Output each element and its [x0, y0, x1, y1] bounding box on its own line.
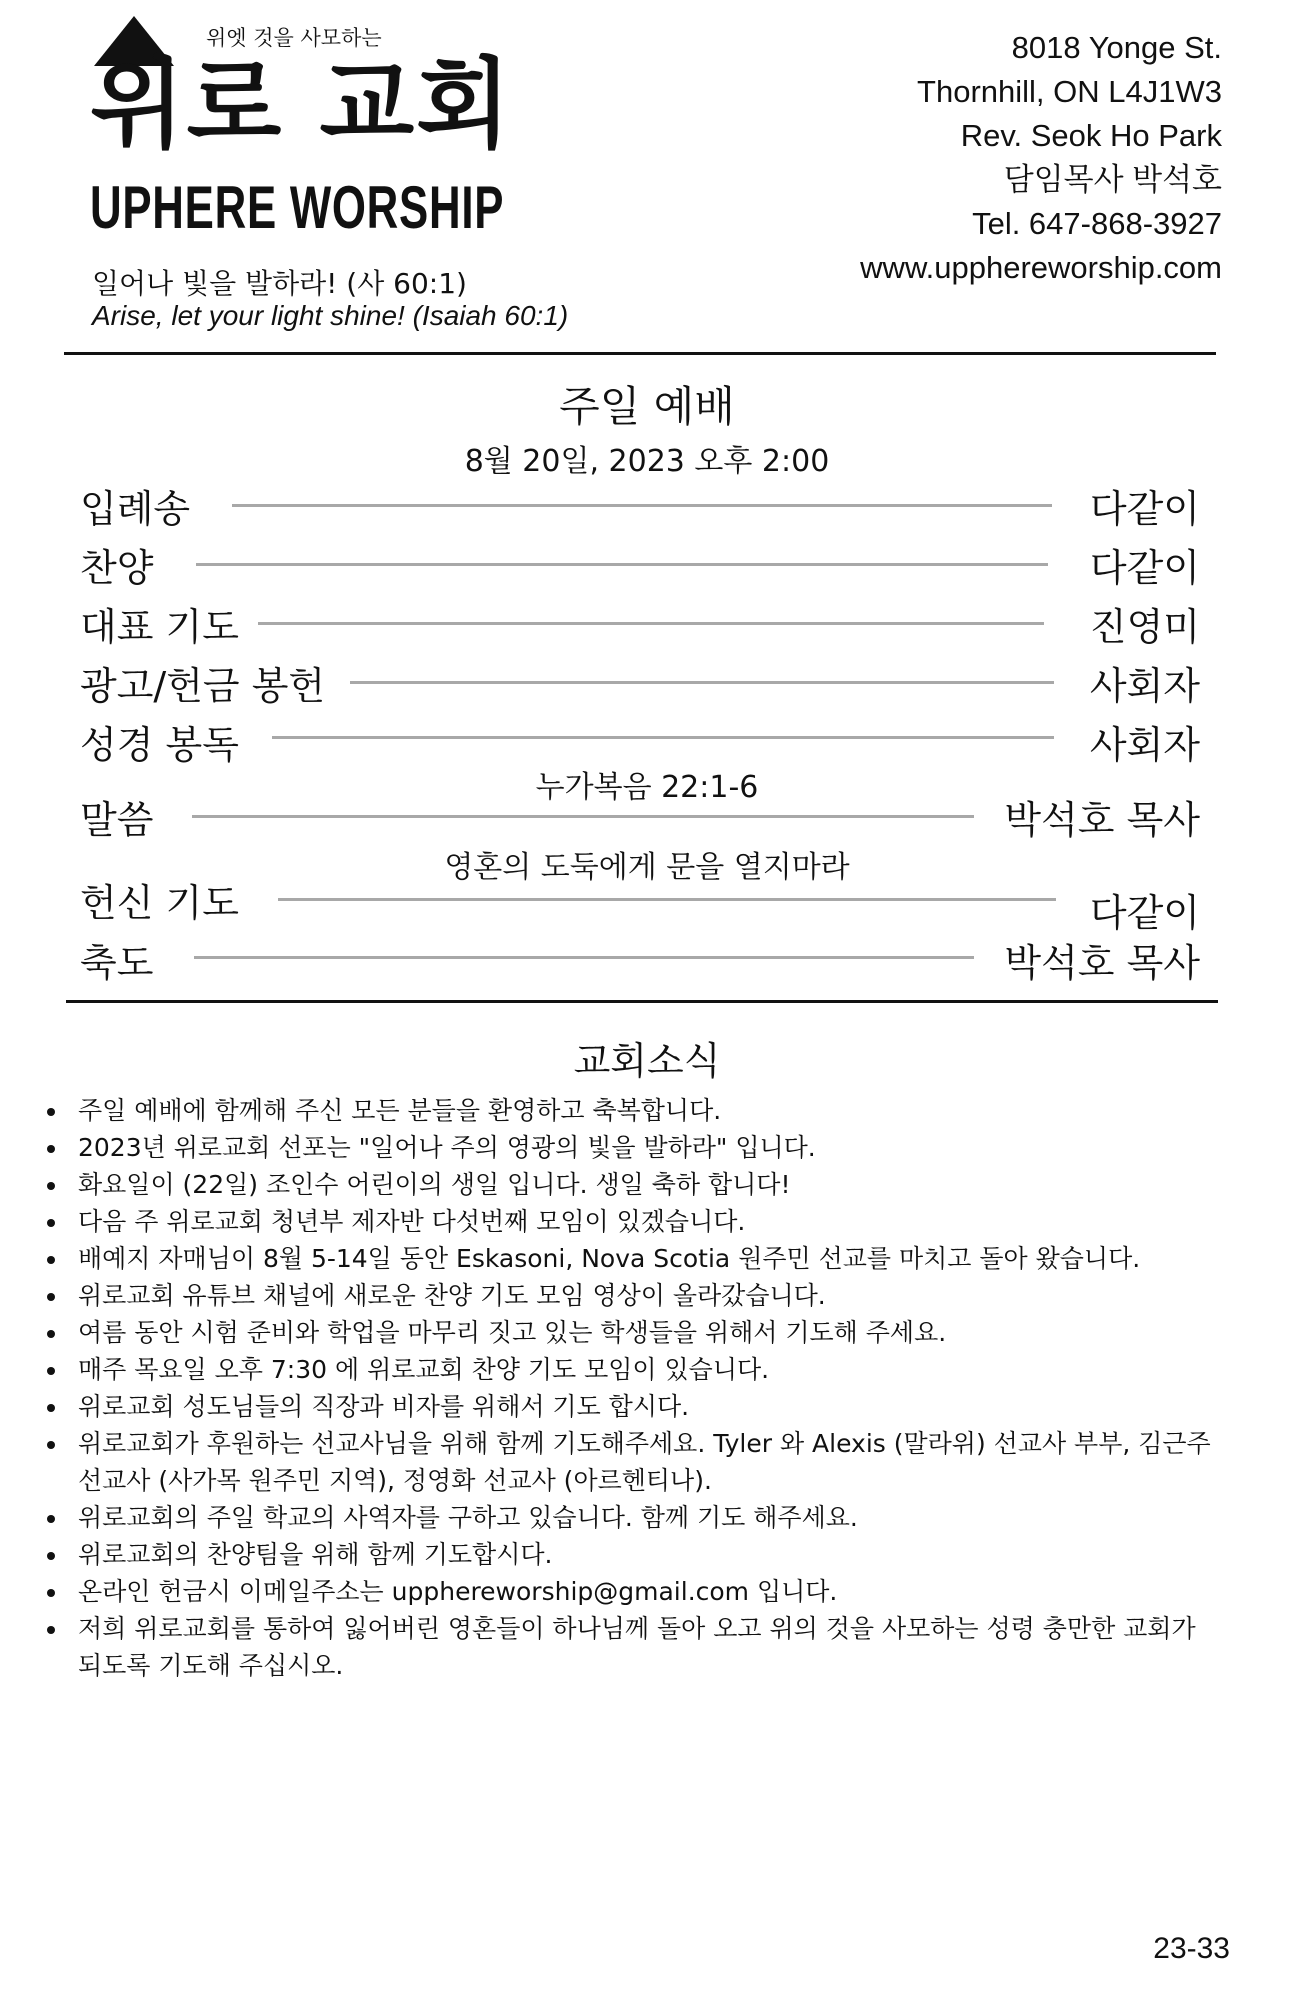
news-list: [44, 1092, 1224, 1684]
order-item-label: 찬양: [80, 546, 154, 590]
church-phone: Tel. 647-868-3927: [972, 206, 1222, 241]
pastor-name-korean: 담임목사 박석호: [1003, 162, 1222, 197]
order-item-leader: 다같이: [1089, 546, 1200, 590]
dotted-leader: [196, 563, 1048, 566]
order-item-leader: 다같이: [1089, 487, 1200, 531]
order-item: [0, 478, 1294, 531]
order-item-leader: 사회자: [1089, 723, 1200, 767]
church-name-english: UPHERE WORSHIP: [90, 174, 505, 241]
motto-english: Arise, let your light shine! (Isaiah 60:1): [92, 300, 569, 331]
address-street: 8018 Yonge St.: [1011, 30, 1222, 65]
list-item: 다음 주 위로교회 청년부 제자반 다섯번째 모임이 있겠습니다.: [44, 1203, 1224, 1240]
order-item-label: 대표 기도: [80, 605, 239, 649]
list-item: 여름 동안 시험 준비와 학업을 마무리 짓고 있는 학생들을 위해서 기도해 주세요.: [44, 1314, 1224, 1351]
church-logo: [88, 10, 513, 250]
church-name-korean: 위로 교회: [90, 48, 513, 162]
church-website: www.upphereworship.com: [860, 250, 1222, 285]
order-item-label: 헌신 기도: [80, 881, 239, 925]
list-item: 위로교회가 후원하는 선교사님을 위해 함께 기도해주세요. Tyler 와 Alexis (말라위) 선교사 부부, 김근주 선교사 (사가목 원주민 지역), 정영화 선교사 (아르헨티나).: [44, 1425, 1224, 1499]
order-item: [0, 655, 1294, 708]
news-title: 교회소식: [573, 1039, 721, 1083]
order-item-leader: 사회자: [1089, 664, 1200, 708]
service-title: 주일 예배: [559, 382, 735, 431]
order-item-leader: 박석호 목사: [1004, 941, 1200, 985]
dotted-leader: [232, 504, 1052, 507]
list-item: 온라인 헌금시 이메일주소는 upphereworship@gmail.com 입니다.: [44, 1573, 1224, 1610]
list-item: 위로교회 유튜브 채널에 새로운 찬양 기도 모임 영상이 올라갔습니다.: [44, 1277, 1224, 1314]
order-item: [0, 932, 1294, 985]
dotted-leader: [192, 815, 974, 818]
order-item-label: 축도: [80, 941, 154, 985]
dotted-leader: [258, 622, 1044, 625]
page-number: 23-33: [1153, 1932, 1230, 1965]
sermon-title: 영혼의 도둑에게 문을 열지마라: [444, 850, 850, 885]
list-item: 매주 목요일 오후 7:30 에 위로교회 찬양 기도 모임이 있습니다.: [44, 1351, 1224, 1388]
pastor-name-english: Rev. Seok Ho Park: [960, 118, 1222, 153]
church-address-block: [860, 26, 1222, 290]
list-item: 위로교회의 주일 학교의 사역자를 구하고 있습니다. 함께 기도 해주세요.: [44, 1499, 1224, 1536]
order-item-label: 광고/헌금 봉헌: [80, 664, 326, 708]
list-item: 화요일이 (22일) 조인수 어린이의 생일 입니다. 생일 축하 합니다!: [44, 1166, 1224, 1203]
order-item-leader: 진영미: [1089, 605, 1200, 649]
dotted-leader: [278, 898, 1056, 901]
order-item-label: 입례송: [80, 487, 191, 531]
dotted-leader: [272, 736, 1054, 739]
order-item-leader: 박석호 목사: [1004, 798, 1200, 842]
address-city: Thornhill, ON L4J1W3: [917, 74, 1222, 109]
dotted-leader: [350, 681, 1054, 684]
list-item: 위로교회의 찬양팀을 위해 함께 기도합시다.: [44, 1536, 1224, 1573]
order-item: [0, 789, 1294, 842]
order-item-label: 말씀: [80, 798, 154, 842]
motto-korean: 일어나 빛을 발하라! (사 60:1): [92, 267, 467, 300]
list-item: 저희 위로교회를 통하여 잃어버린 영혼들이 하나님께 돌아 오고 위의 것을 사모하는 성령 충만한 교회가 되도록 기도해 주십시오.: [44, 1610, 1224, 1684]
list-item: 주일 예배에 함께해 주신 모든 분들을 환영하고 축복합니다.: [44, 1092, 1224, 1129]
order-item-leader: 다같이: [1089, 891, 1200, 935]
church-tagline: 위엣 것을 사모하는: [206, 26, 382, 50]
service-date: 8월 20일, 2023 오후 2:00: [464, 444, 830, 479]
list-item: 2023년 위로교회 선포는 "일어나 주의 영광의 빛을 발하라" 입니다.: [44, 1129, 1224, 1166]
list-item: 배예지 자매님이 8월 5-14일 동안 Eskasoni, Nova Scotia 원주민 선교를 마치고 돌아 왔습니다.: [44, 1240, 1224, 1277]
order-item: [0, 537, 1294, 590]
order-item: [0, 714, 1294, 767]
divider-top: [64, 352, 1216, 355]
order-item: [0, 596, 1294, 649]
scripture-reference: 누가복음 22:1-6: [535, 770, 759, 805]
divider-middle: [66, 1000, 1218, 1003]
list-item: 위로교회 성도님들의 직장과 비자를 위해서 기도 합시다.: [44, 1388, 1224, 1425]
dotted-leader: [194, 956, 974, 959]
order-item: [0, 872, 1294, 935]
order-item-label: 성경 봉독: [80, 723, 239, 767]
